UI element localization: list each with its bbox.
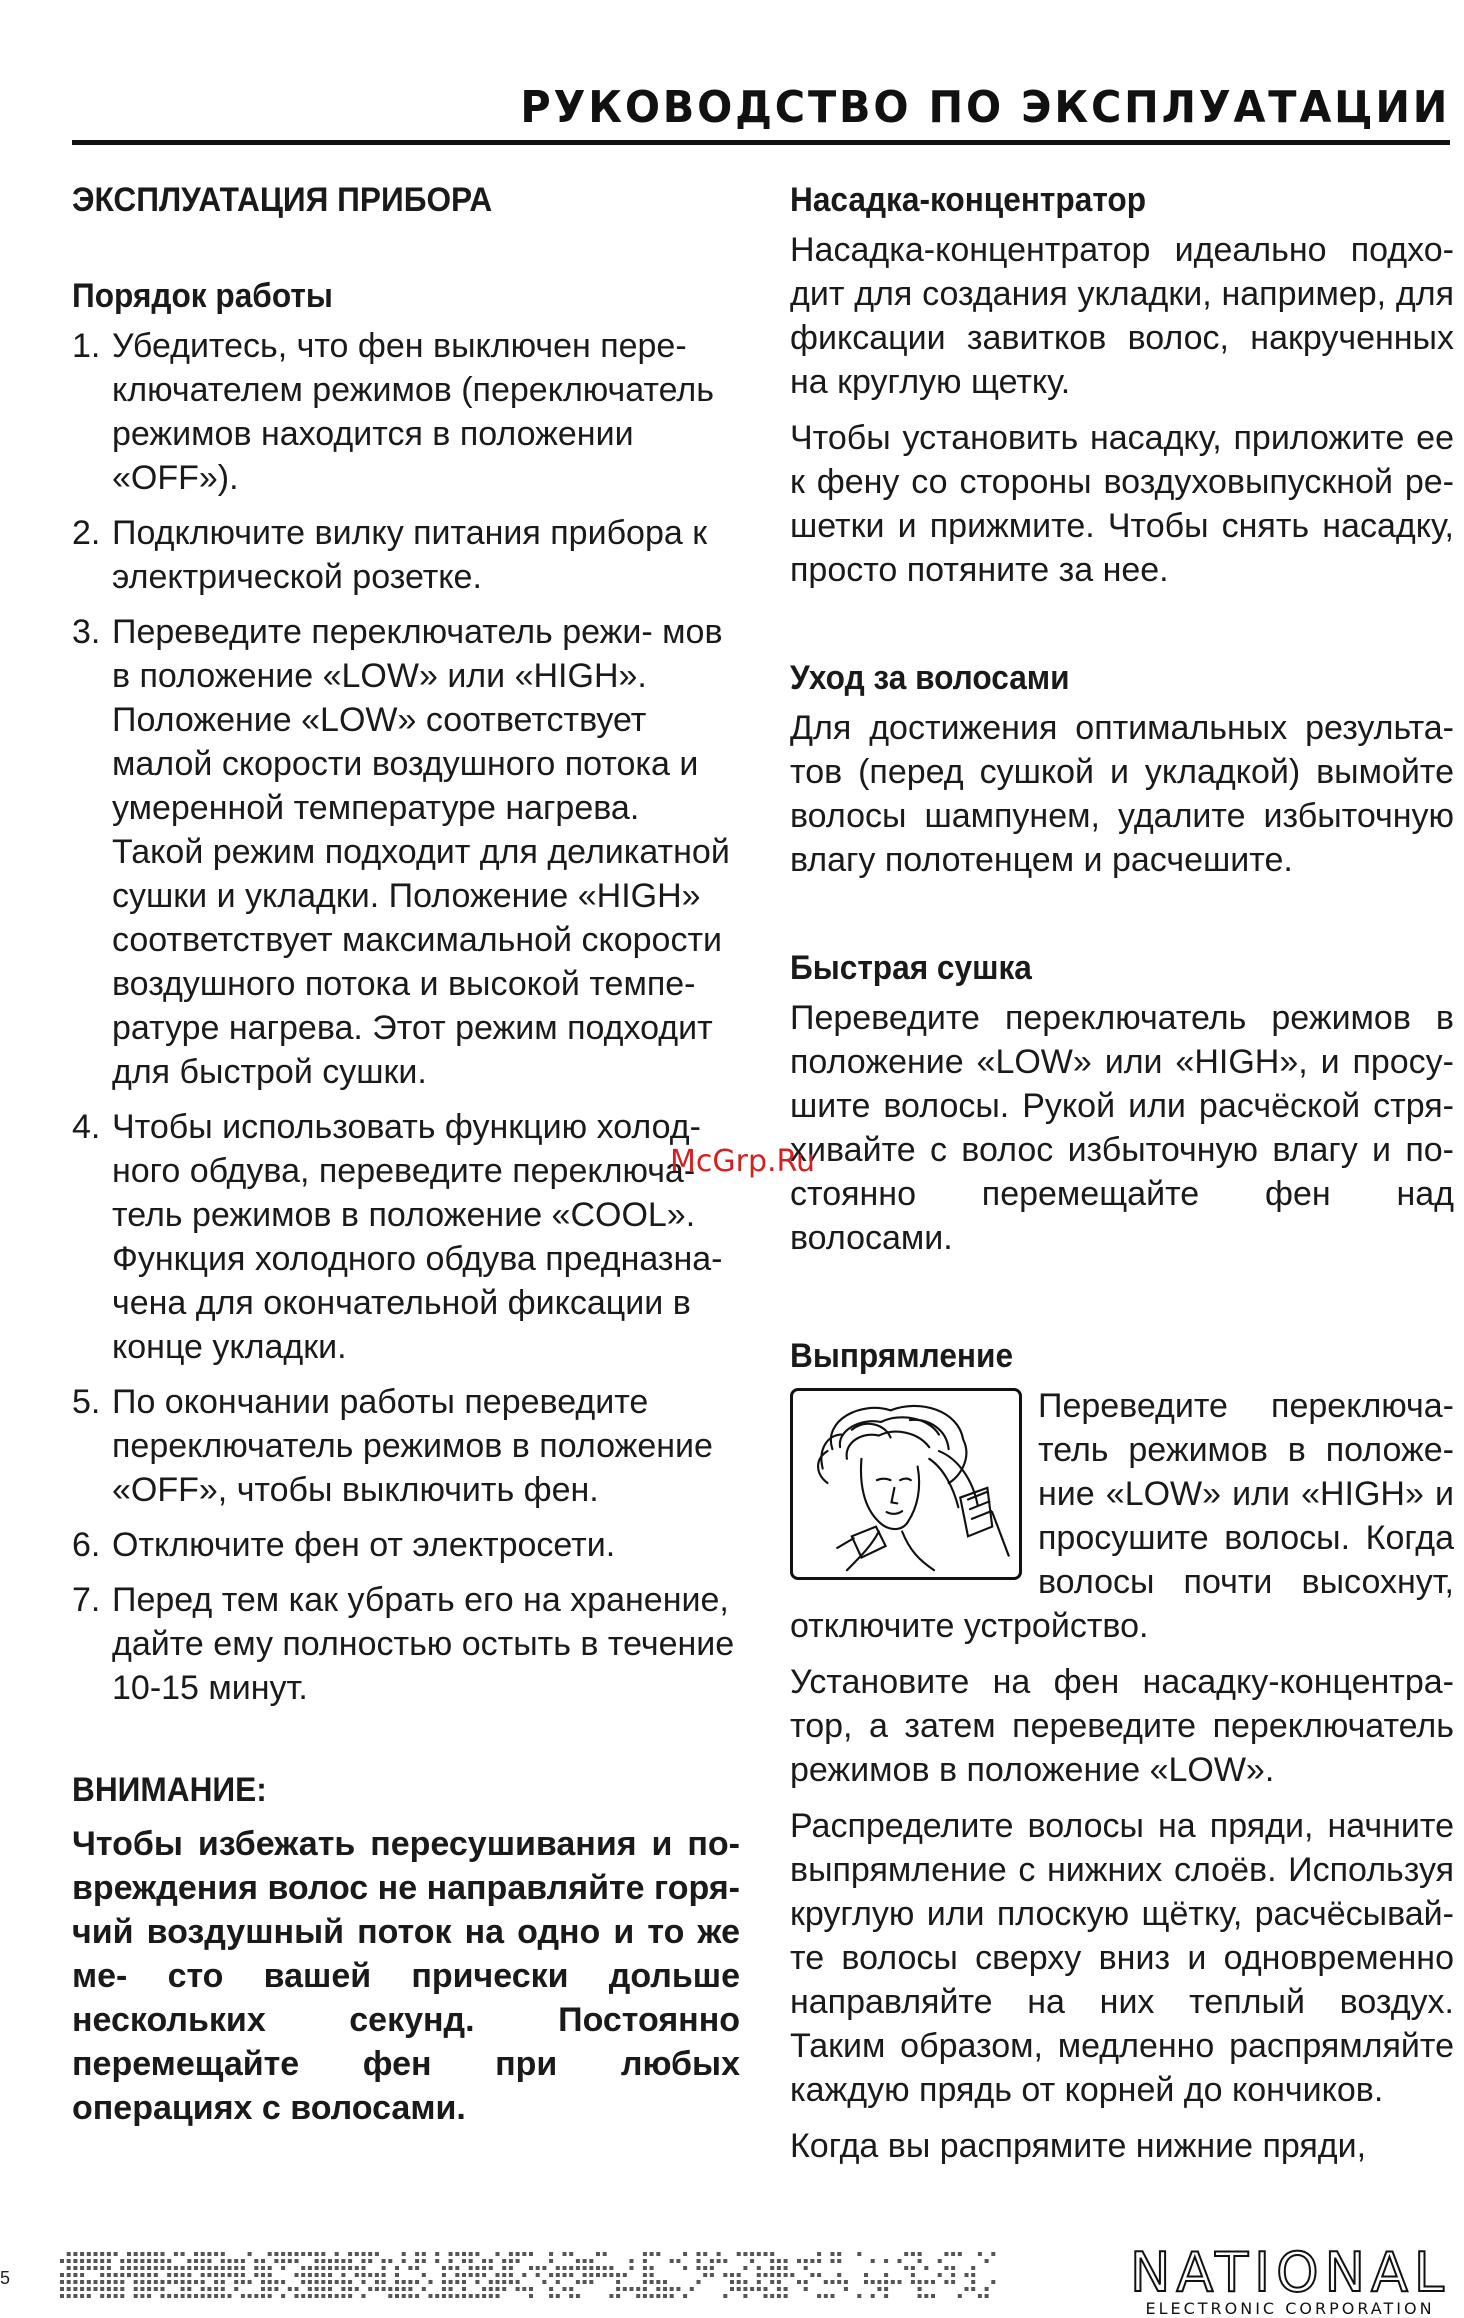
step-number: 4. [72,1108,101,1146]
paragraph: Распределите волосы на пряди, начните выпрямление с нижних слоёв. Используя круглую или плоскую щётку, расчёсывай- те волосы сверху вниз и одновременно направляйте на них теплый воздух. Таким образом, медленно распрямляйте каждую прядь от корней до кончиков. [790,1807,1454,2109]
step-text: По окончании работы переведите переключатель режимов в положение «OFF», чтобы выключить фен. [112,1383,713,1509]
page-number: 5 [0,2268,11,2288]
list-item [72,1105,740,1369]
step-text: Убедитесь, что фен выключен пере- ключателем режимов (переключатель режимов находится в положении «OFF»). [112,327,714,497]
paragraph: Установите на фен насадку-концентра- тор, а затем переведите переключатель режимов в положение «LOW». [790,1663,1454,1789]
watermark: McGrp.Ru [670,1144,816,1179]
list-item [72,610,740,1094]
brand-name: NATIONAL [1130,2241,1450,2304]
document-title: РУКОВОДСТВО ПО ЭКСПЛУАТАЦИИ [520,82,1450,133]
warning-title: ВНИМАНИЕ: [72,1771,267,1809]
paragraph: Чтобы установить насадку, приложите ее к фену со стороны воздуховыпускной ре- шетки и прижмите. Чтобы снять насадку, просто потяните за нее. [790,419,1454,589]
paragraph: Насадка-концентратор идеально подхо- дит для создания укладки, например, для фиксации завитков волос, накрученных на круглую щетку. [790,231,1454,401]
paragraph: Для достижения оптимальных результа- тов (перед сушкой и укладкой) вымойте волосы шампунем, удалите избыточную влагу полотенцем и расчешите. [790,709,1454,879]
warning-text: Чтобы избежать пересушивания и по- вреждения волос не направляйте горя- чий воздушный поток на одно и то же ме- сто вашей прически дольше нескольких секунд. Постоянно перемещайте фен при любых операциях с волосами. [72,1825,740,2127]
subsection-title-concentrator: Насадка-концентратор [790,181,1147,219]
step-number: 7. [72,1581,101,1619]
step-number: 6. [72,1526,101,1564]
brand-subtitle: ELECTRONIC CORPORATION [1145,2299,1435,2318]
step-text: Переведите переключатель режи- мов в положение «LOW» или «HIGH». Положение «LOW» соответствует малой скорости воздушного потока и умеренной температуре нагрева. Такой режим подходит для деликатной сушки и укладки. Положение «HIGH» соответствует максимальной скорости воздушного потока и высокой темпе- ратуре нагрева. Этот режим подходит для быстрой сушки. [112,613,730,1091]
left-column [72,178,740,2130]
footer-dot-pattern [60,2252,1000,2302]
list-item [72,324,740,500]
paragraph: Когда вы распрямите нижние пряди, [790,2127,1367,2165]
step-text: Перед тем как убрать его на хранение, дайте ему полностью остыть в течение 10-15 минут. [112,1581,735,1707]
list-item [72,1380,740,1512]
subsection-title-straighten: Выпрямление [790,1337,1014,1375]
step-number: 3. [72,613,101,651]
brand-logo [1130,2241,1450,2318]
woman-drying-hair-illustration [790,1388,1022,1580]
step-number: 5. [72,1383,101,1421]
right-column [790,178,1454,2180]
illustration-icon [793,1391,1019,1577]
step-text: Подключите вилку питания прибора к электрической розетке. [112,514,708,596]
subsection-title-procedure: Порядок работы [72,277,333,315]
section-title: ЭКСПЛУАТАЦИЯ ПРИБОРА [72,181,493,219]
header-rule [72,140,1450,145]
steps-list [72,324,740,1710]
list-item [72,1578,740,1710]
subsection-title-haircare: Уход за волосами [790,659,1070,697]
step-number: 2. [72,514,101,552]
subsection-title-quickdry: Быстрая сушка [790,949,1032,987]
step-text: Отключите фен от электросети. [112,1526,616,1564]
list-item [72,511,740,599]
step-text: Чтобы использовать функцию холод- ного обдува, переведите переключа- тель режимов в положение «COOL». Функция холодного обдува предназна- чена для окончательной фиксации в конце укладки. [112,1108,723,1366]
step-number: 1. [72,327,101,365]
paragraph: Переведите переключатель режимов в положение «LOW» или «HIGH», и просу- шите волосы. Рукой или расчёской стря- хивайте с волос избыточную влагу и по- стоянно перемещайте фен над волосами. [790,999,1454,1257]
paragraph: Переведите переключа- тель режимов в положе- ние «LOW» или «HIGH» и просушите волосы. Когда волосы почти высохнут, отключите устройство. [790,1387,1454,1645]
list-item [72,1523,740,1567]
